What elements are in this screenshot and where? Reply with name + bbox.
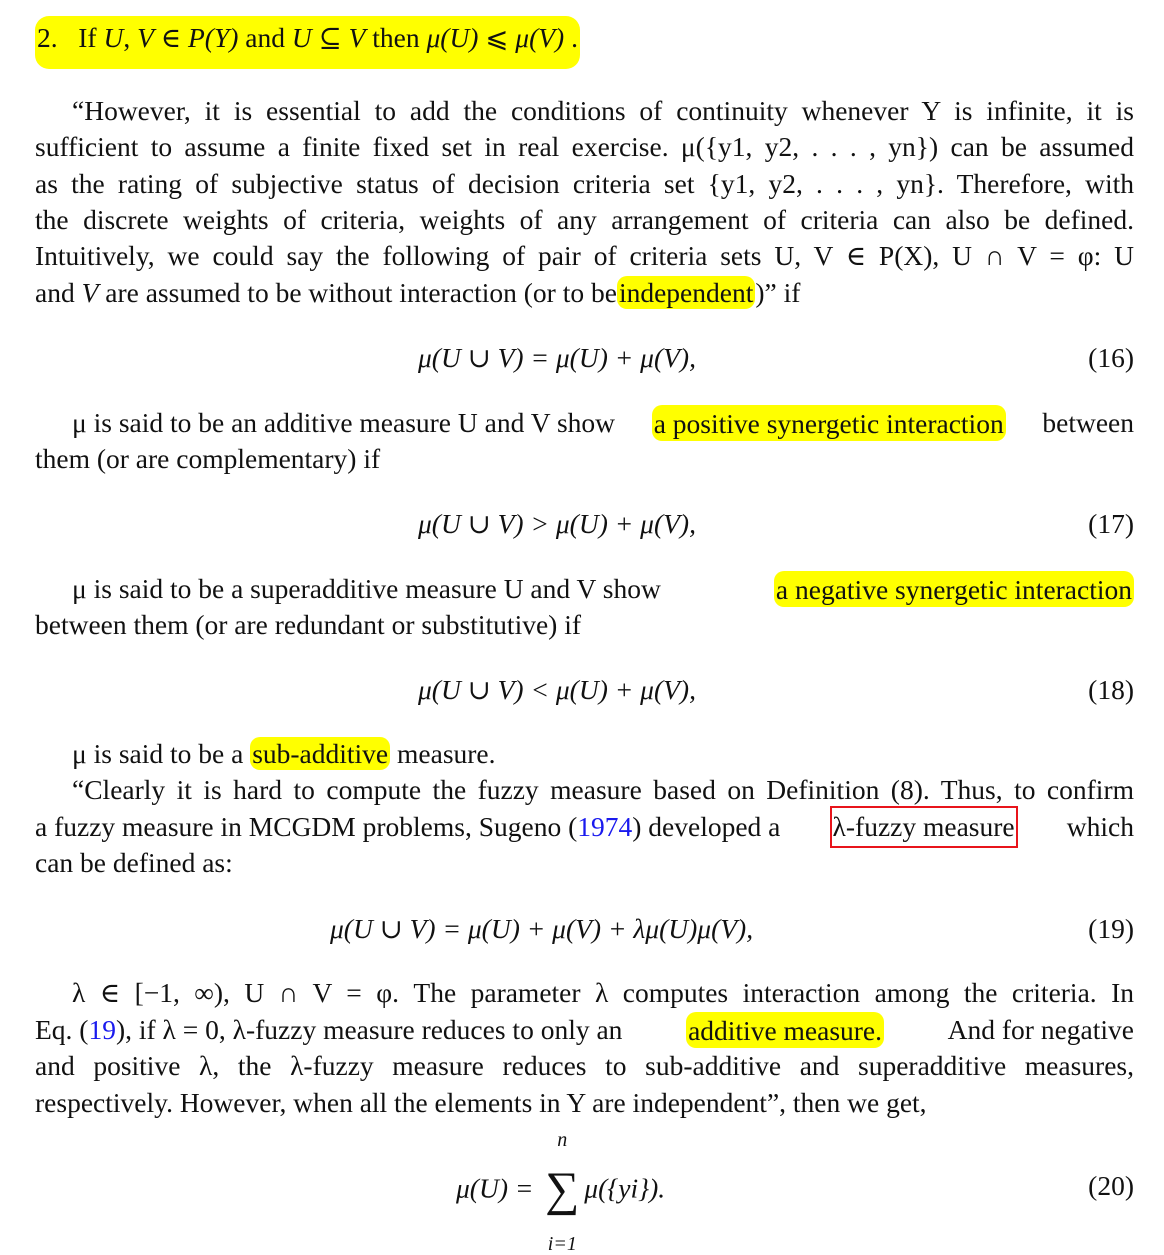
math-var: V <box>348 22 366 53</box>
paragraph-3-line-2: between them (or are redundant or substitutive) if <box>35 609 581 640</box>
text <box>35 1012 622 1048</box>
math-expr: μ(V) <box>515 22 565 53</box>
paragraph-1-line-6 <box>35 275 1134 311</box>
equation-19: μ(U ∪ V) = μ(U) + μ(V) + λμ(U)μ(V), <box>330 913 754 944</box>
equation-20 <box>456 1129 666 1255</box>
word: and <box>245 22 286 53</box>
math-var: U <box>291 22 312 53</box>
text: are assumed to be without interaction (or to be <box>98 277 617 308</box>
paragraph-1-line-1: “However, it is essential to add the conditions of continuity whenever Y is infinite, it is <box>72 95 1134 126</box>
paragraph-6-line-2 <box>35 1012 1134 1048</box>
highlight-positive-synergetic: a positive synergetic interaction <box>652 405 1006 441</box>
math-symbol: ⩽ <box>485 22 509 53</box>
sum-upper-limit: n <box>557 1129 568 1151</box>
paragraph-4 <box>72 736 1134 772</box>
highlight-list-item <box>35 16 580 69</box>
text: measure. <box>397 738 496 769</box>
list-number: 2. <box>37 22 58 53</box>
paragraph-1-line-4: the discrete weights of criteria, weights of any arrangement of criteria can also be defined. <box>35 204 1134 235</box>
word: If <box>78 22 97 53</box>
sum-icon: ∑ <box>545 1163 580 1216</box>
text: between <box>1042 407 1134 438</box>
summation <box>540 1129 584 1255</box>
equation-18-number: (18) <box>1088 674 1134 705</box>
text: which <box>1066 811 1134 842</box>
paragraph-5-line-3: can be defined as: <box>35 847 233 878</box>
text: Eq. ( <box>35 1014 89 1045</box>
text: μ is said to be a superadditive measure U and V show <box>72 573 661 604</box>
paragraph-1-line-3: as the rating of subjective status of decision criteria set {y1, y2, . . . , yn}. Therefore, with <box>35 168 1134 199</box>
paragraph-6-line-3: and positive λ, the λ-fuzzy measure reduces to sub-additive and superadditive measures, <box>35 1050 1134 1081</box>
word: then <box>372 22 420 53</box>
highlight-negative-synergetic: a negative synergetic interaction <box>774 571 1134 607</box>
text: )” if <box>755 277 801 308</box>
equation-19-number: (19) <box>1088 913 1134 944</box>
equation-rhs: μ({yi}). <box>584 1172 666 1204</box>
equation-16: μ(U ∪ V) = μ(U) + μ(V), <box>418 342 696 373</box>
paragraph-3-line-1 <box>72 571 1134 607</box>
paragraph-6-line-4: respectively. However, when all the elements in Y are independent”, then we get, <box>35 1087 927 1118</box>
equation-16-number: (16) <box>1088 342 1134 373</box>
text: μ is said to be an additive measure U and V show <box>72 407 616 438</box>
paragraph-5-line-2 <box>35 809 1134 845</box>
paragraph-1-line-2: sufficient to assume a finite fixed set in real exercise. μ({y1, y2, . . . , yn}) can be assumed <box>35 131 1134 162</box>
period: . <box>571 22 578 53</box>
equation-18: μ(U ∪ V) < μ(U) + μ(V), <box>418 674 696 705</box>
text: μ is said to be a <box>72 738 244 769</box>
equation-lhs: μ(U) = <box>456 1172 534 1204</box>
text: and <box>35 277 82 308</box>
text: a fuzzy measure in MCGDM problems, Sugeno ( <box>35 811 578 842</box>
paragraph-5-line-1: “Clearly it is hard to compute the fuzzy measure based on Definition (8). Thus, to confirm <box>72 774 1134 805</box>
math-var: V <box>137 22 154 53</box>
text: ) developed a <box>632 811 781 842</box>
math-symbol: ∈ <box>160 22 182 53</box>
math-symbol: ⊆ <box>318 22 342 53</box>
paragraph-2-line-2: them (or are complementary) if <box>35 443 381 474</box>
math-expr: μ(U) <box>426 22 479 53</box>
equation-ref-link-19[interactable]: 19 <box>88 1014 116 1045</box>
list-item-2 <box>35 20 1134 56</box>
highlight-independent: independent <box>618 277 754 308</box>
citation-link-1974[interactable]: 1974 <box>577 811 633 842</box>
highlight-sub-additive: sub-additive <box>252 738 389 769</box>
text: ), if λ = 0, λ-fuzzy measure reduces to only an <box>115 1014 623 1045</box>
math-var: V <box>81 277 99 308</box>
math-expr: P(Y) <box>188 22 239 53</box>
paragraph-6-line-1: λ ∈ [−1, ∞), U ∩ V = φ. The parameter λ computes interaction among the criteria. In <box>72 977 1134 1008</box>
highlight-additive-measure: additive measure. <box>686 1012 884 1048</box>
paragraph-1-line-5: Intuitively, we could say the following of pair of criteria sets U, V ∈ P(X), U ∩ V = φ: U <box>35 240 1134 271</box>
text <box>35 809 780 845</box>
sum-lower-limit: i=1 <box>547 1233 577 1255</box>
comma: , <box>123 22 131 53</box>
paragraph-2-line-1 <box>72 405 1134 441</box>
equation-17-number: (17) <box>1088 508 1134 539</box>
text: And for negative <box>947 1014 1134 1045</box>
equation-17: μ(U ∪ V) > μ(U) + μ(V), <box>418 508 696 539</box>
boxed-lambda-fuzzy-measure: λ-fuzzy measure <box>833 809 1015 845</box>
math-var: U <box>103 22 124 53</box>
equation-20-number: (20) <box>1088 1170 1134 1201</box>
